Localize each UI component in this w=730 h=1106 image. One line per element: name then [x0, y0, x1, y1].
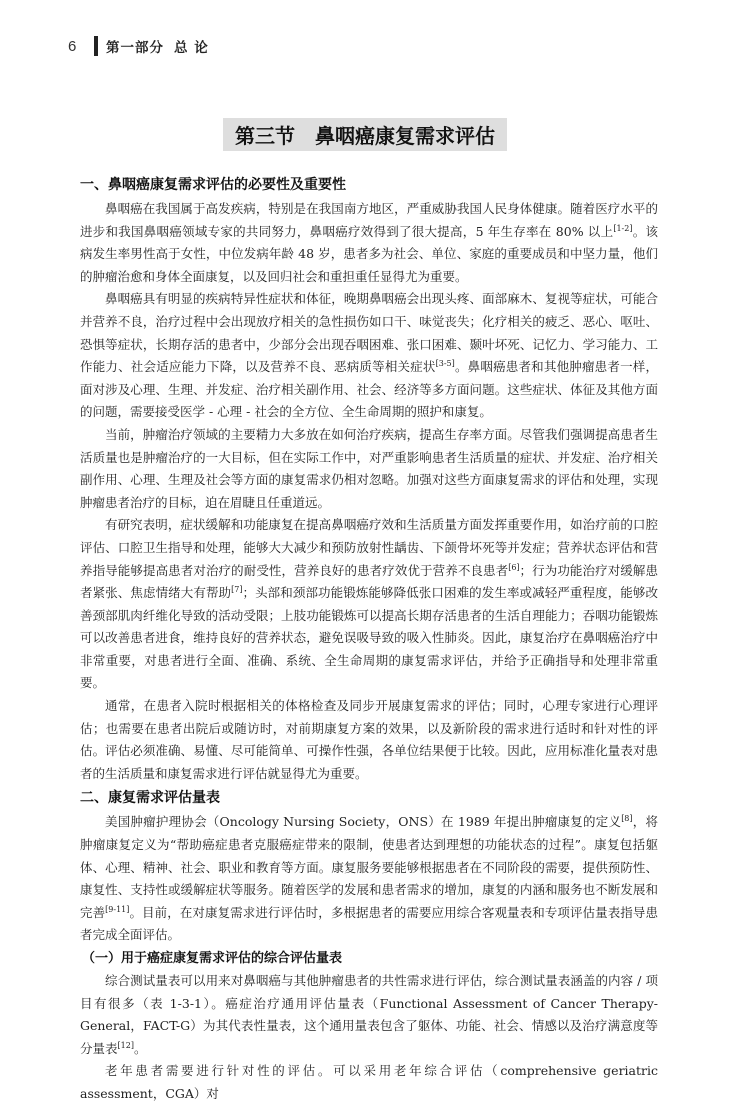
- paragraph-3: 当前，肿瘤治疗领域的主要精力大多放在如何治疗疾病，提高生存率方面。尽管我们强调提高患者生活质量也是肿瘤治疗的一大目标，但在实际工作中，对严重影响患者生活质量的症状、并发症、治疗相关副作用、心理、生理及社会等方面的康复需求仍相对忽略。加强对这些方面康复需求的评估和处理，实现肿瘤患者治疗的目标，迫在眉睫且任重道远。: [80, 426, 658, 510]
- part-label: 第一部分: [106, 40, 164, 56]
- page-number: 6: [68, 37, 77, 55]
- section-title: [0, 118, 730, 151]
- citation: [9-11]: [105, 904, 130, 914]
- citation: [6]: [508, 562, 520, 572]
- citation: [12]: [117, 1040, 134, 1050]
- part-title: 总 论: [174, 40, 209, 56]
- citation: [3-5]: [435, 359, 455, 368]
- body-content: [80, 172, 658, 1106]
- part-heading: [106, 36, 209, 56]
- paragraph-5: 通常，在患者入院时根据相关的体格检查及同步开展康复需求的评估；同时，心理专家进行心理评估；也需要在患者出院后或随访时，对前期康复方案的效果，以及新阶段的需求进行适时和针对性的评估。评估必须准确、易懂、尽可能简单、可操作性强，各单位结果便于比较。因此，应用标准化量表对患者的生活质量和康复需求进行评估就显得尤为重要。: [80, 698, 658, 781]
- citation: [8]: [621, 814, 633, 824]
- paragraph-8: 老年患者需要进行针对性的评估。可以采用老年综合评估（comprehensive geriatric assessment，CGA）对: [80, 1063, 658, 1101]
- paragraph-6: 美国肿瘤护理协会（Oncology Nursing Society，ONS）在 1989 年提出肿瘤康复的定义[8]，将肿瘤康复定义为“帮助癌症患者克服癌症带来的限制，使患者达到理想的功能状态的过程”。康复包括躯体、心理、精神、社会、职业和教育等方面。康复服务要能够根据患者在不同阶段的需要，提供预防性、康复性、支持性或缓解症状等服务。随着医学的发展和患者需求的增加，康复的内涵和服务也不断发展和完善[9-11]。目前，在对康复需求进行评估时，多根据患者的需要应用综合客观量表和专项评估量表指导患者完成全面评估。: [80, 814, 658, 943]
- section-title-box: [223, 118, 507, 151]
- citation: [7]: [231, 584, 243, 594]
- heading-scales: 二、康复需求评估量表: [80, 790, 220, 807]
- paragraph-1: 鼻咽癌在我国属于高发疾病，特别是在我国南方地区，严重威胁我国人民身体健康。随着医疗水平的进步和我国鼻咽癌领域专家的共同努力，鼻咽癌疗效得到了很大提高，5 年生存率在 80% 以上[1-2]。该病发生率男性高于女性，中位发病年龄 48 岁，患者多为社会、单位、家庭的重要成员和中坚力量，他们的肿瘤治愈和身体全面康复，以及回归社会和重担重任显得尤为重要。: [80, 201, 658, 284]
- citation: [1-2]: [613, 223, 633, 233]
- heading-necessity: 一、鼻咽癌康复需求评估的必要性及重要性: [80, 177, 346, 193]
- section-number: 第三节: [235, 124, 295, 148]
- subheading-comprehensive-scales: （一）用于癌症康复需求评估的综合评估量表: [82, 951, 343, 966]
- section-name: 鼻咽癌康复需求评估: [315, 124, 495, 148]
- paragraph-4: 有研究表明，症状缓解和功能康复在提高鼻咽癌疗效和生活质量方面发挥重要作用，如治疗前的口腔评估、口腔卫生指导和处理，能够大大减少和预防放射性龋齿、下颌骨坏死等并发症；营养状态评估和营养指导能够提高患者对治疗的耐受性，营养良好的患者疗效优于营养不良患者[6]；行为功能治疗对缓解患者紧张、焦虑情绪大有帮助[7]；头部和颈部功能锻炼能够降低张口困难的发生率或减轻严重程度，能够改善颈部肌肉纤维化导致的活动受限；上肢功能锻炼可以提高长期存活患者的生活自理能力；吞咽功能锻炼可以改善患者进食，维持良好的营养状态，避免误吸导致的吸入性肺炎。因此，康复治疗在鼻咽癌治疗中非常重要，对患者进行全面、准确、系统、全生命周期的康复需求评估，并给予正确指导和处理非常重要。: [80, 517, 658, 691]
- paragraph-2: 鼻咽癌具有明显的疾病特异性症状和体征，晚期鼻咽癌会出现头疼、面部麻木、复视等症状，可能合并营养不良，治疗过程中会出现放疗相关的急性损伤如口干、味觉丧失；化疗相关的疲乏、恶心、呕吐、恐惧等症状，长期存活的患者中，少部分会出现吞咽困难、张口困难、颞叶坏死、记忆力、学习能力、工作能力、社会适应能力下降，以及营养不良、恶病质等相关症状[3-5]。鼻咽癌患者和其他肿瘤患者一样，面对涉及心理、生理、并发症、治疗相关副作用、社会、经济等多方面问题。这些症状、体征及其他方面的问题，需要接受医学 - 心理 - 社会的全方位、全生命周期的照护和康复。: [80, 291, 658, 420]
- paragraph-7: 综合测试量表可以用来对鼻咽癌与其他肿瘤患者的共性需求进行评估，综合测试量表涵盖的内容 / 项目有很多（表 1-3-1）。癌症治疗通用评估量表（Functional Assessment of Cancer Therapy-General，FACT-G）为其代表性量表，这个通用量表包含了躯体、功能、社会、情感以及治疗满意度等分量表[12]。: [80, 973, 658, 1056]
- page-header: [68, 34, 209, 58]
- header-divider: [94, 36, 98, 56]
